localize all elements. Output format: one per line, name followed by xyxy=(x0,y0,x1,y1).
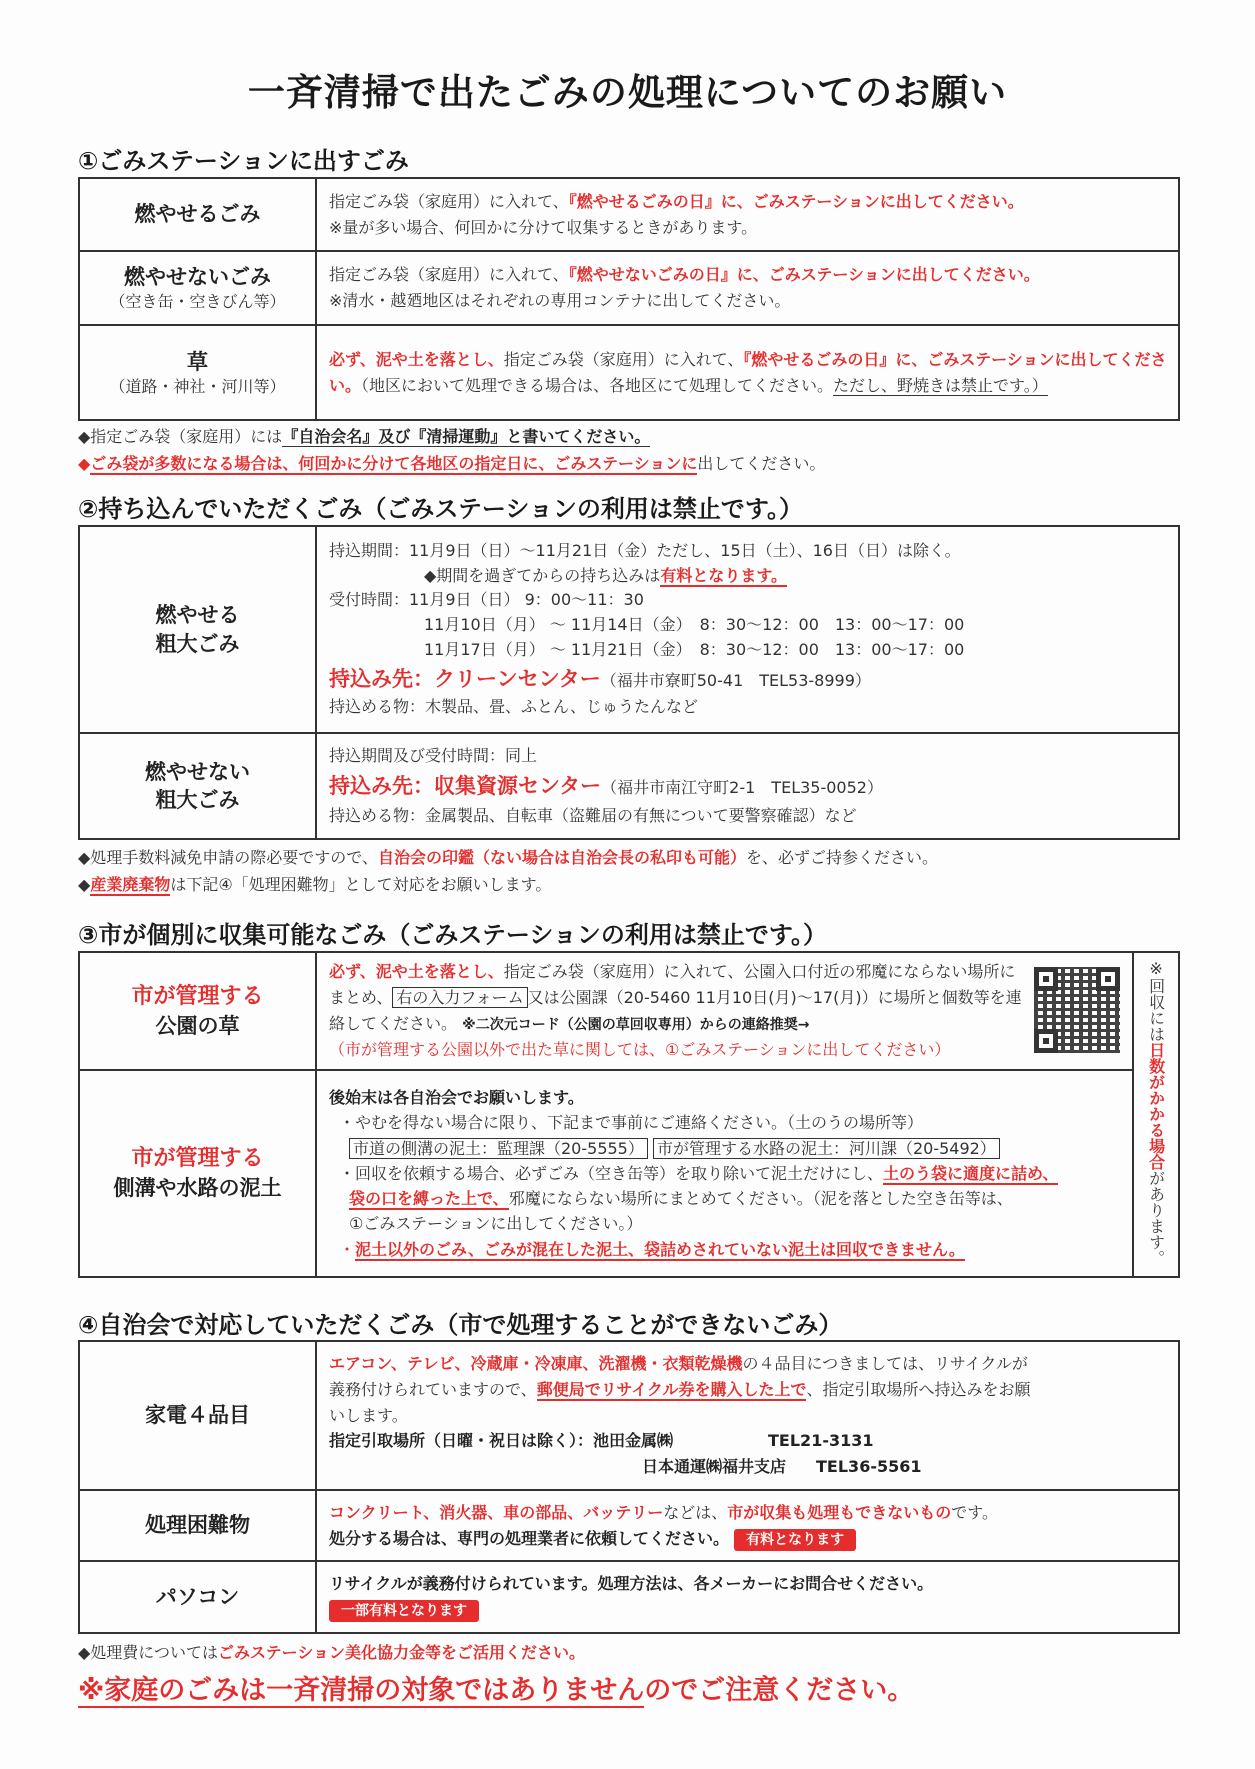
qr-finder xyxy=(1034,1029,1058,1053)
text-line: 持込める物：木製品、畳、ふとん、じゅうたんなど xyxy=(329,697,698,717)
text: 日本通運㈱福井支店 xyxy=(642,1457,787,1477)
row-body xyxy=(316,251,1179,325)
label-text: 側溝や水路の泥土 xyxy=(113,1176,282,1201)
contact-box: 市道の側溝の泥土：監理課（20-5555） xyxy=(349,1138,648,1159)
row-label xyxy=(79,733,316,839)
label-text: 粗大ごみ xyxy=(155,631,240,656)
qr-code-icon[interactable] xyxy=(1034,967,1120,1053)
text-line: 受付時間：11月9日（日） 9：00～11：30 xyxy=(329,590,644,610)
text: （福井市寮町50-41 TEL53-8999） xyxy=(600,670,871,690)
destination-text: 持込み先：クリーンセンター xyxy=(329,666,601,691)
label-text: 燃やせるごみ xyxy=(134,202,261,227)
text-line: ・やむを得ない場合に限り、下記まで事前にご連絡ください。（土のうの場所等） xyxy=(339,1113,924,1133)
row-body xyxy=(316,733,1179,839)
row-label xyxy=(79,1070,316,1277)
highlight-text: ※家庭のごみは一斉清掃の対象ではありません xyxy=(78,1675,645,1706)
text: 義務付けられていますので、 xyxy=(329,1379,537,1399)
text: ※二次元コード（公園の草回収専用）からの連絡推奨→ xyxy=(462,1017,810,1033)
text-line xyxy=(329,189,1168,215)
text-line: 11月10日（月） ～ 11月14日（金） 8：30～12：00 13：00～17：00 xyxy=(424,615,965,635)
note-line xyxy=(78,872,551,895)
text-line: 後始末は各自治会でお願いします。 xyxy=(329,1088,584,1108)
text: 指定ごみ袋（家庭用）に入れて、 xyxy=(329,265,569,285)
final-notice xyxy=(78,1668,914,1707)
table-row xyxy=(79,952,1179,1070)
text: の４品目につきましては、リサイクルが xyxy=(742,1353,1028,1373)
text: ・ xyxy=(339,1239,356,1259)
text: 指定ごみ袋（家庭用）に入れて、 xyxy=(503,349,744,369)
row-label xyxy=(79,526,316,733)
text: などは、 xyxy=(663,1502,728,1522)
section-3-table xyxy=(78,951,1180,1278)
underlined-text: 『自治会名』及び『清掃運動』と書いてください。 xyxy=(282,427,651,446)
text-line xyxy=(329,1237,1122,1262)
text: （福井市南江守町2-1 TEL35-0052） xyxy=(601,777,883,797)
text-line: いします。 xyxy=(329,1405,408,1425)
section-4-heading: ④自治会で対応していただくごみ（市で処理することができないごみ） xyxy=(78,1311,843,1339)
text: ◆処理手数料減免申請の際必要ですので、 xyxy=(78,848,378,867)
table-row xyxy=(79,325,1179,420)
row-label xyxy=(79,1341,316,1490)
text: 処分する場合は、専門の処理業者に依頼してください。 xyxy=(329,1528,730,1548)
text-line xyxy=(329,663,1168,696)
highlight-text: ごみステーション美化協力金等をご活用ください。 xyxy=(218,1643,586,1662)
highlight-text: コンクリート、消火器、車の部品、バッテリー xyxy=(329,1502,664,1522)
text-line xyxy=(329,1161,1122,1186)
text: ◆ xyxy=(78,454,91,473)
row-body xyxy=(316,1490,1179,1561)
highlight-text: 『燃やせないごみの日』に、ごみステーションに出してください。 xyxy=(568,265,1040,285)
highlight-text: 自治会の印鑑（ない場合は自治会長の私印も可能） xyxy=(378,848,747,867)
section-2-table xyxy=(78,525,1180,840)
highlight-text: 市が収集も処理もできないもの xyxy=(727,1502,952,1522)
row-label xyxy=(79,1561,316,1633)
text-line xyxy=(329,1526,1168,1552)
qr-finder xyxy=(1096,967,1120,991)
underlined-text: ただし、野焼きは禁止です。） xyxy=(833,375,1048,395)
text-line xyxy=(329,1377,1168,1403)
highlight-text: 郵便局でリサイクル券を購入した上で xyxy=(536,1379,807,1399)
highlight-text: 『燃やせるごみの日』に、ごみステーションに出してください。 xyxy=(329,349,1167,395)
row-body xyxy=(316,325,1179,420)
text: 場所と個数等を連絡してください。 xyxy=(329,988,1022,1033)
text-line xyxy=(329,1428,1168,1454)
text-line: 持込期間：11月9日（日）～11月21日（金）ただし、15日（土）、16日（日）は除く。 xyxy=(329,540,961,560)
highlight-text: 有料となります。 xyxy=(660,565,788,585)
page-title: 一斉清掃で出たごみの処理についてのお願い xyxy=(247,71,1008,114)
text-line: ※量が多い場合、何回かに分けて収集するときがあります。 xyxy=(329,217,758,237)
row-label xyxy=(79,251,316,325)
text: を、必ずご持参ください。 xyxy=(746,848,939,867)
label-text: 公園の草 xyxy=(155,1013,240,1038)
text: 、指定引取場所へ持込みをお願 xyxy=(806,1379,1031,1399)
text: 指定ごみ袋（家庭用）に入れて、公園入口付近の邪魔にならな xyxy=(503,962,952,982)
qr-finder xyxy=(1034,967,1058,991)
highlight-text: 日数がかかる場合 xyxy=(1146,1042,1166,1170)
side-note xyxy=(1133,952,1179,1277)
text: です。 xyxy=(951,1502,999,1522)
table-row xyxy=(79,1070,1179,1277)
highlight-text: 産業廃棄物 xyxy=(90,875,171,894)
text-line: 持込める物：金属製品、自転車（盗難届の有無について要警察確認）など xyxy=(329,806,857,825)
table-row xyxy=(79,1341,1179,1490)
table-row xyxy=(79,1561,1179,1633)
row-label xyxy=(79,178,316,251)
section-1-heading: ①ごみステーションに出すごみ xyxy=(78,147,409,175)
fee-badge: 有料となります xyxy=(734,1529,856,1551)
label-text: 粗大ごみ xyxy=(155,788,240,812)
label-text: 市が管理する xyxy=(131,983,264,1009)
fee-badge: 一部有料となります xyxy=(329,1600,479,1622)
table-row xyxy=(79,251,1179,325)
text-line xyxy=(329,1136,1122,1161)
label-text: 燃やせる xyxy=(155,603,240,628)
highlight-text: 『燃やせるごみの日』に、ごみステーションに出してください。 xyxy=(568,191,1024,211)
input-form-link[interactable]: 右の入力フォーム xyxy=(392,987,527,1008)
text: は下記④「処理困難物」として対応をお願いします。 xyxy=(170,875,552,894)
label-text: 燃やせないごみ xyxy=(124,265,271,290)
table-row xyxy=(79,178,1179,251)
text: 又は公園課（20-5460 11月10日(月)～17(月)）に xyxy=(527,988,894,1008)
text: ◆指定ごみ袋（家庭用）には xyxy=(78,427,283,446)
row-body xyxy=(316,178,1179,251)
label-text: 市が管理する xyxy=(131,1146,264,1172)
text: ◆期間を過ぎてからの持ち込みは xyxy=(424,565,661,585)
text-line: ①ごみステーションに出してください。） xyxy=(349,1214,643,1234)
text: い場所にまとめ、 xyxy=(329,962,1016,1008)
row-body xyxy=(316,1561,1179,1633)
text: ◆処理費については xyxy=(78,1643,218,1662)
row-label xyxy=(79,1490,316,1561)
highlight-text: エアコン、テレビ、冷蔵庫・冷凍庫、洗濯機・衣類乾燥機 xyxy=(329,1353,743,1373)
row-body xyxy=(316,1341,1179,1490)
highlight-text: 袋の口を縛った上で、 xyxy=(349,1189,509,1209)
text: のでご注意ください。 xyxy=(644,1675,915,1706)
label-sub: （空き缶・空きびん等） xyxy=(109,292,286,312)
contact-box: 市が管理する水路の泥土：河川課（20-5492） xyxy=(653,1138,1000,1159)
label-text: 草 xyxy=(187,349,208,374)
section-1-table xyxy=(78,177,1180,421)
text-line xyxy=(329,564,1168,589)
note-line xyxy=(78,451,825,474)
highlight-text: ごみ袋が多数になる場合は、何回かに分けて各地区の指定日に、ごみステーションに xyxy=(90,454,698,473)
row-body xyxy=(316,952,1133,1070)
text: 邪魔にならない場所にまとめてください。（泥を落とした空き缶等は、 xyxy=(508,1189,1013,1209)
text-line: リサイクルが義務付けられています。処理方法は、各メーカーにお問合せください。 xyxy=(329,1574,934,1594)
text-line xyxy=(329,1597,1168,1623)
highlight-text: 必ず、泥や土を落とし、 xyxy=(329,962,504,982)
text: ◆ xyxy=(78,875,91,894)
table-row xyxy=(79,1490,1179,1561)
section-2-heading: ②持ち込んでいただくごみ（ごみステーションの利用は禁止です。） xyxy=(78,495,803,523)
note-line xyxy=(78,1640,585,1663)
text-line xyxy=(329,1500,1168,1526)
table-row xyxy=(79,733,1179,839)
row-label xyxy=(79,325,316,420)
text: 出してください。 xyxy=(697,454,826,473)
text-line xyxy=(329,262,1168,288)
phone-text: TEL21-3131 xyxy=(768,1431,874,1451)
row-body xyxy=(316,526,1179,733)
text: （地区において処理できる場合は、各地区にて処理してください。 xyxy=(361,375,834,395)
row-label xyxy=(79,952,316,1070)
text: 指定引取場所（日曜・祝日は除く）：池田金属㈱ xyxy=(329,1431,674,1451)
highlight-text: 土のう袋に適度に詰め、 xyxy=(883,1163,1059,1183)
text-line xyxy=(329,769,1168,803)
row-body xyxy=(316,1070,1133,1277)
text-line: 持込期間及び受付時間：同上 xyxy=(329,746,538,766)
label-sub: （道路・神社・河川等） xyxy=(109,376,286,396)
label-text: 処理困難物 xyxy=(145,1513,250,1538)
destination-text: 持込み先：収集資源センター xyxy=(329,773,602,798)
text-line xyxy=(329,1454,1168,1480)
text: （市が管理する公園以外で出た草に関しては、①ごみステーションに出してください） xyxy=(329,1039,951,1059)
section-3-heading: ③市が個別に収集可能なごみ（ごみステーションの利用は禁止です。） xyxy=(78,921,827,949)
text-line: ※清水・越廼地区はそれぞれの専用コンテナに出してください。 xyxy=(329,291,791,310)
text-line: 11月17日（月） ～ 11月21日（金） 8：30～12：00 13：00～17：00 xyxy=(424,640,965,660)
text: ・回収を依頼する場合、必ずごみ（空き缶等）を取り除いて泥土だけにし、 xyxy=(339,1163,884,1183)
phone-text: TEL36-5561 xyxy=(816,1457,922,1477)
text-line xyxy=(329,1186,1122,1211)
text: ※回収には xyxy=(1146,959,1166,1042)
label-text: 家電４品目 xyxy=(145,1403,250,1428)
text: があります。 xyxy=(1146,1170,1166,1266)
highlight-text: 必ず、泥や土を落とし、 xyxy=(329,349,504,369)
section-4-table xyxy=(78,1340,1180,1634)
highlight-text: 泥土以外のごみ、ごみが混在した泥土、袋詰めされていない泥土は回収できません。 xyxy=(355,1239,965,1259)
text: 指定ごみ袋（家庭用）に入れて、 xyxy=(329,191,569,211)
label-text: パソコン xyxy=(155,1584,240,1609)
label-text: 燃やせない xyxy=(145,759,250,784)
note-line xyxy=(78,424,650,447)
table-row xyxy=(79,526,1179,733)
vertical-note xyxy=(1146,959,1165,1266)
note-line xyxy=(78,845,938,868)
text-line xyxy=(329,1351,1168,1377)
